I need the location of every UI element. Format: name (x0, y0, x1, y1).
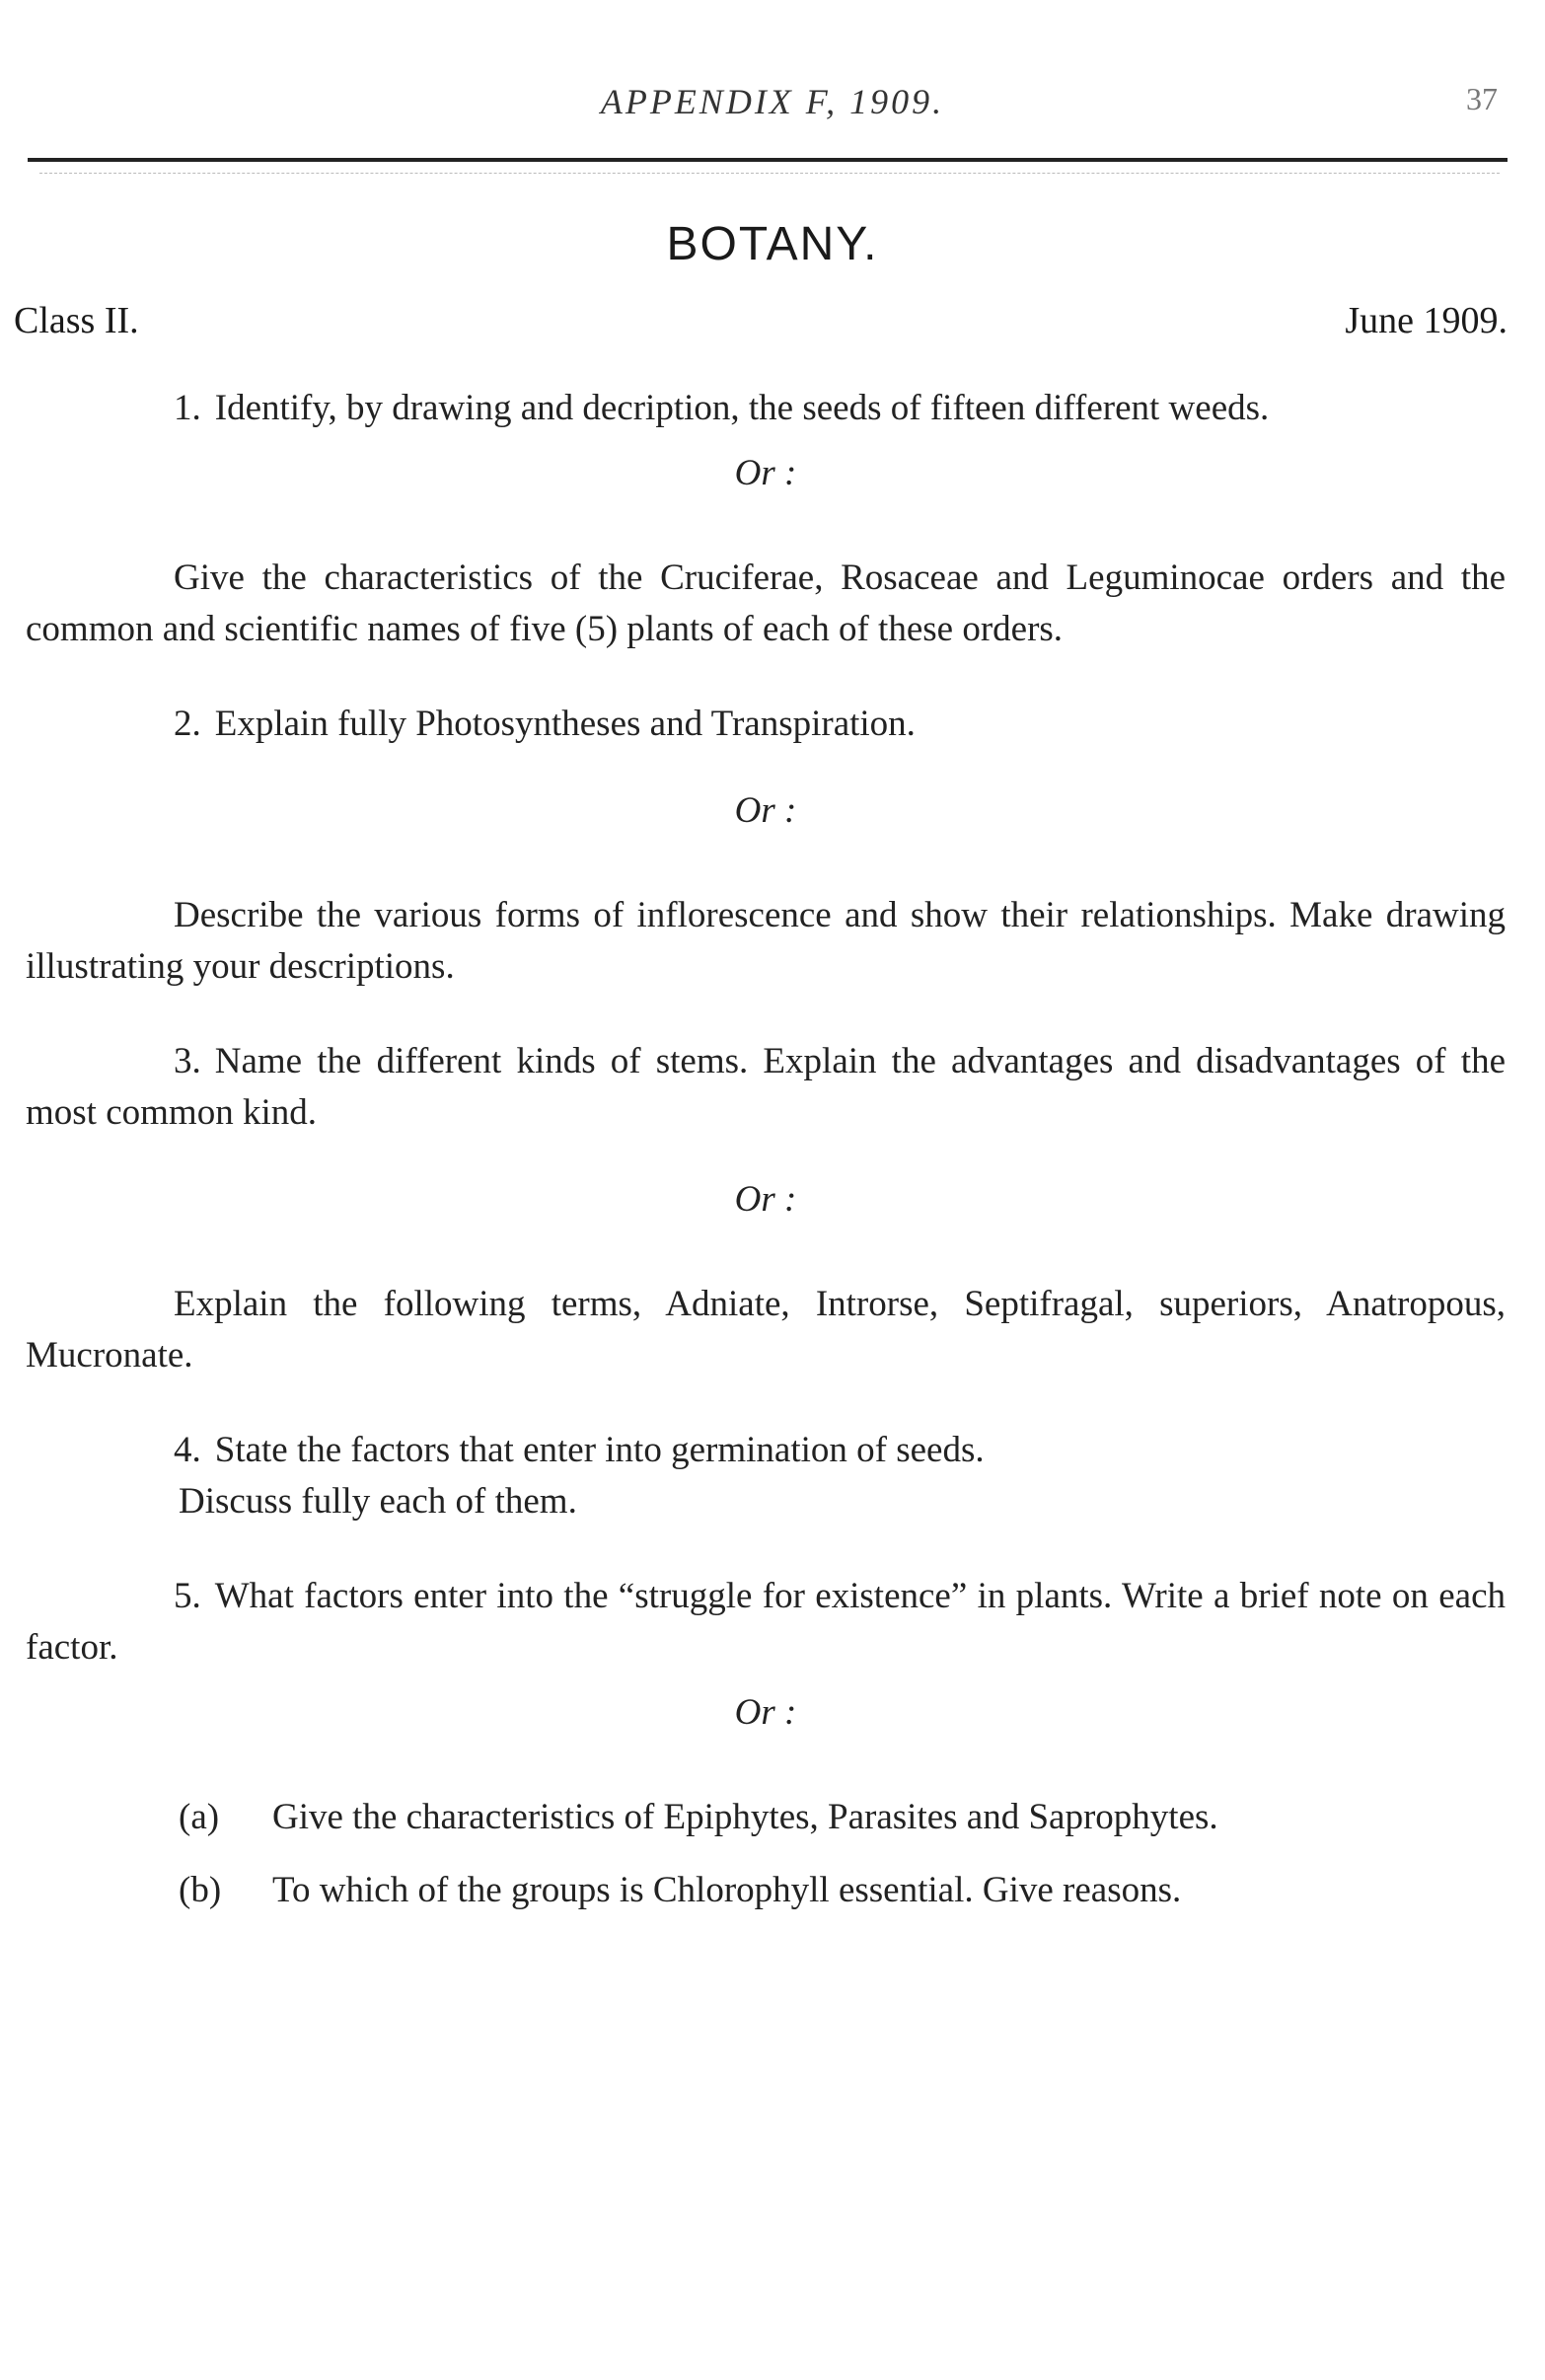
sub-item-text: To which of the groups is Chlorophyll essential. Give reasons. (272, 1870, 1182, 1910)
question-4-line-2: Discuss fully each of them. (179, 1481, 577, 1522)
or-separator: Or : (734, 790, 797, 831)
sub-item-b (26, 1865, 1506, 1916)
question-text: Identify, by drawing and decription, the seeds of fifteen different weeds. (214, 388, 1270, 428)
exam-date: June 1909. (1345, 300, 1508, 341)
question-number: 1. (174, 388, 201, 428)
class-label: Class II. (14, 300, 139, 341)
sub-item-a (26, 1792, 1506, 1843)
page-title: BOTANY. (666, 218, 879, 270)
question-2-alternative: Describe the various forms of inflorescence and show their relationships. Make drawing illustrating your descriptions. (26, 895, 1506, 987)
question-3-alternative: Explain the following terms, Adniate, Introrse, Septifragal, superiors, Anatropous, Mucronate. (26, 1284, 1506, 1376)
sub-item-letter: (a) (179, 1797, 220, 1837)
question-text: What factors enter into the “struggle for existence” in plants. Write a brief note on each factor. (26, 1576, 1506, 1668)
question-text: State the factors that enter into germination of seeds. (214, 1430, 985, 1470)
question-number: 5. (174, 1576, 201, 1616)
sub-item-letter: (b) (179, 1870, 222, 1910)
header-rule (28, 158, 1508, 162)
question-1 (26, 383, 1506, 434)
question-3 (26, 1036, 1506, 1139)
or-separator: Or : (734, 453, 797, 493)
question-number: 2. (174, 704, 201, 744)
page-header (0, 77, 1545, 136)
question-1-alternative: Give the characteristics of the Cruciferae, Rosaceae and Leguminocae orders and the common and scientific names of five (5) plants of each of these orders. (26, 558, 1506, 649)
question-4 (26, 1425, 1506, 1476)
page-number: 37 (1466, 81, 1498, 116)
or-separator: Or : (734, 1179, 797, 1220)
header-rule-thin (39, 173, 1500, 174)
or-separator: Or : (734, 1692, 797, 1733)
sub-item-text: Give the characteristics of Epiphytes, Parasites and Saprophytes. (272, 1797, 1218, 1837)
question-2 (26, 699, 1506, 750)
question-5 (26, 1571, 1506, 1673)
question-number: 4. (174, 1430, 201, 1470)
question-list (26, 383, 1506, 1916)
exam-meta (14, 299, 1508, 348)
question-text: Name the different kinds of stems. Explain the advantages and disadvantages of the most common kind. (26, 1041, 1506, 1133)
question-text: Explain fully Photosyntheses and Transpiration. (214, 704, 916, 744)
running-head: APPENDIX F, 1909. (600, 82, 945, 121)
question-number: 3. (174, 1041, 201, 1081)
